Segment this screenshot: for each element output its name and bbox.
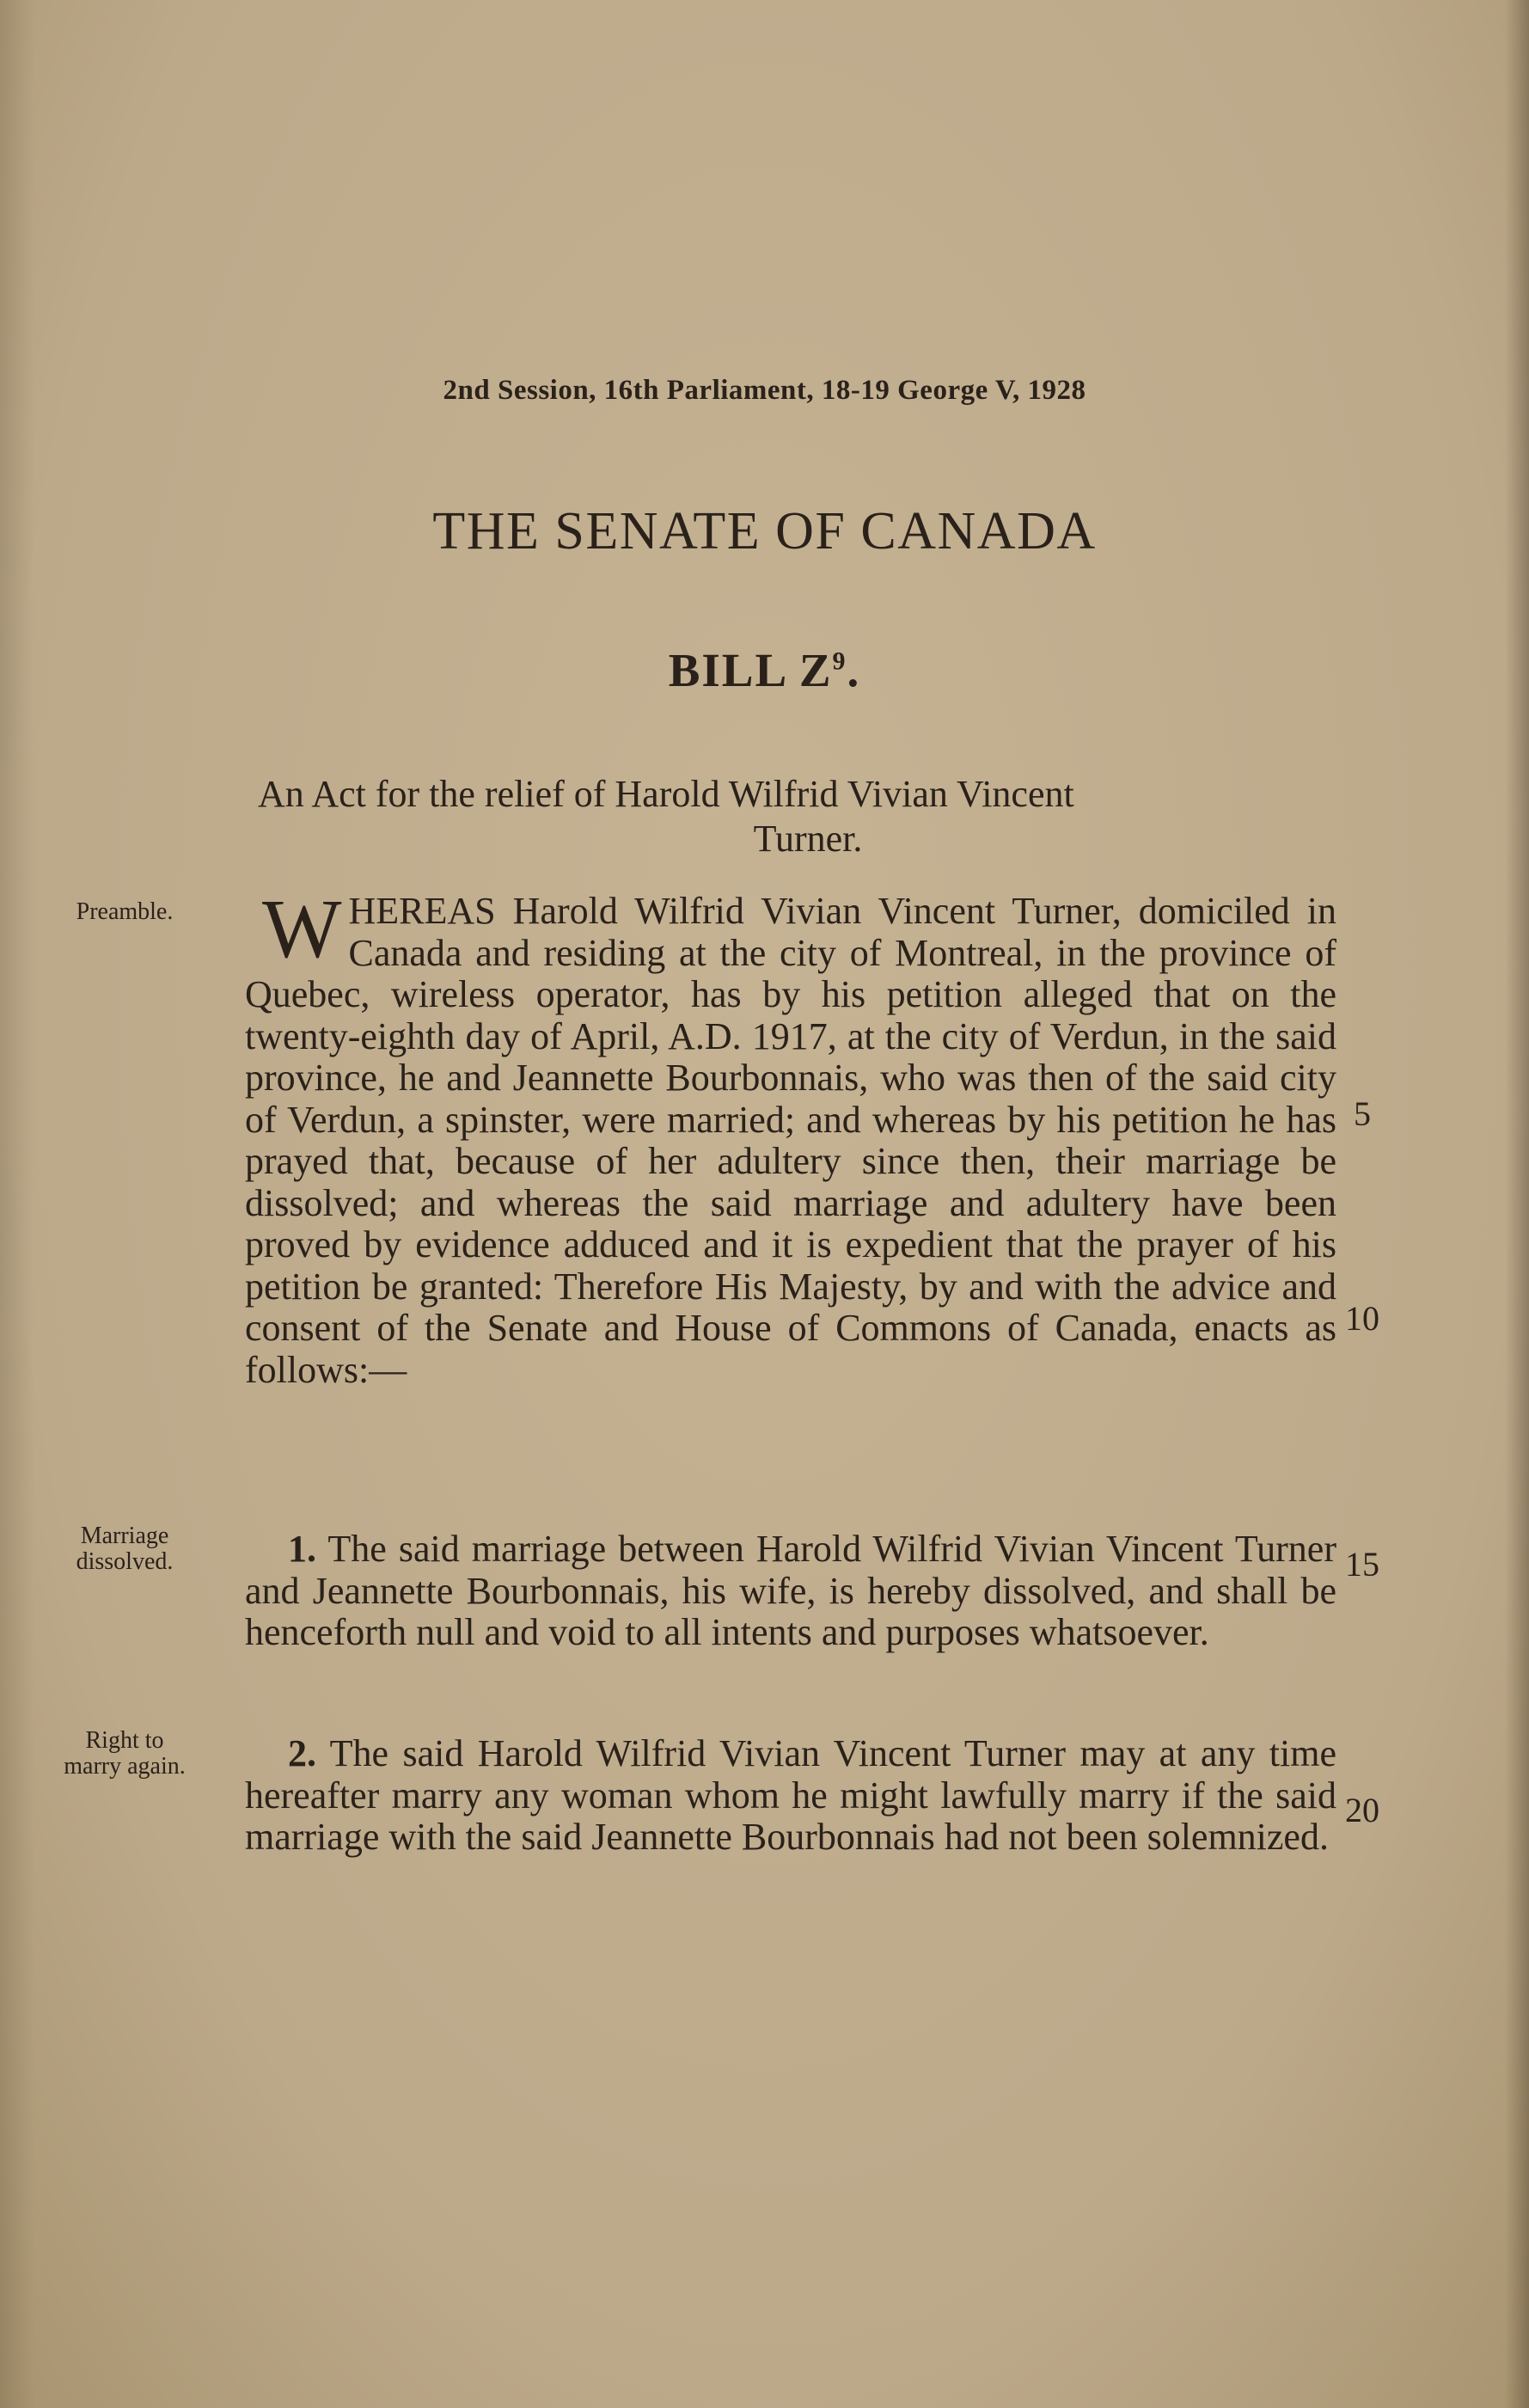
section-2-number: 2. — [288, 1732, 316, 1774]
bill-title-line1: An Act for the relief of Harold Wilfrid Vivian Vincent — [258, 773, 1074, 815]
section-2-text: The said Harold Wilfrid Vivian Vincent Turner may at any time hereafter marry any woman whom he might lawfully marry if the said marriage with the said Jeannette Bourbonnais had not been solemnized. — [245, 1732, 1336, 1858]
margin-note-line: Right to — [85, 1727, 164, 1754]
page-shadow-right — [1505, 0, 1529, 2408]
margin-note-preamble: Preamble. — [76, 898, 174, 925]
bill-title-line2: Turner. — [753, 818, 863, 860]
line-number-10: 10 — [1345, 1299, 1379, 1338]
preamble-paragraph — [245, 883, 1336, 1391]
margin-note-line: dissolved. — [76, 1548, 174, 1575]
section-1-text: The said marriage between Harold Wilfrid Vivian Vincent Turner and Jeannette Bourbonnais, his wife, is hereby dissolved, and shall be henceforth null and void to all intents and purposes whatsoever. — [245, 1528, 1336, 1653]
line-number-15: 15 — [1345, 1545, 1379, 1584]
bill-number — [0, 643, 1529, 697]
drop-cap: W — [262, 883, 342, 976]
bill-period: . — [847, 644, 861, 696]
line-number-5: 5 — [1354, 1094, 1371, 1133]
page-shadow-left — [0, 0, 34, 2408]
bill-title — [258, 772, 1358, 861]
bill-superscript: 9 — [832, 646, 847, 676]
section-1 — [245, 1529, 1336, 1654]
session-heading: 2nd Session, 16th Parliament, 18-19 George V, 1928 — [443, 375, 1086, 406]
margin-note-line: Marriage — [80, 1523, 169, 1549]
section-2 — [245, 1733, 1336, 1859]
line-number-20: 20 — [1345, 1791, 1379, 1829]
preamble-text: HEREAS Harold Wilfrid Vivian Vincent Turner, domiciled in Canada and residing at the city of Montreal, in the province of Quebec, wireless operator, has by his petition alleged that on the twenty-eighth day of April, A.D. 1917, at the city of Verdun, in the said province, he and Jeannette Bourbonnais, who was then of the said city of Verdun, a spinster, were married; and whereas by his petition he has prayed that, because of her adultery since then, their marriage be dissolved; and whereas the said marriage and adultery have been proved by evidence adduced and it is expedient that the prayer of his petition be granted: Therefore His Majesty, by and with the advice and consent of the Senate and House of Commons of Canada, enacts as follows:— — [245, 890, 1336, 1391]
section-1-number: 1. — [288, 1528, 316, 1570]
bill-label: BILL Z — [668, 644, 833, 696]
margin-note-marriage-dissolved — [34, 1523, 215, 1575]
senate-heading: THE SENATE OF CANADA — [432, 502, 1097, 561]
margin-note-right-to-marry — [34, 1728, 215, 1780]
margin-note-line: marry again. — [64, 1753, 186, 1780]
